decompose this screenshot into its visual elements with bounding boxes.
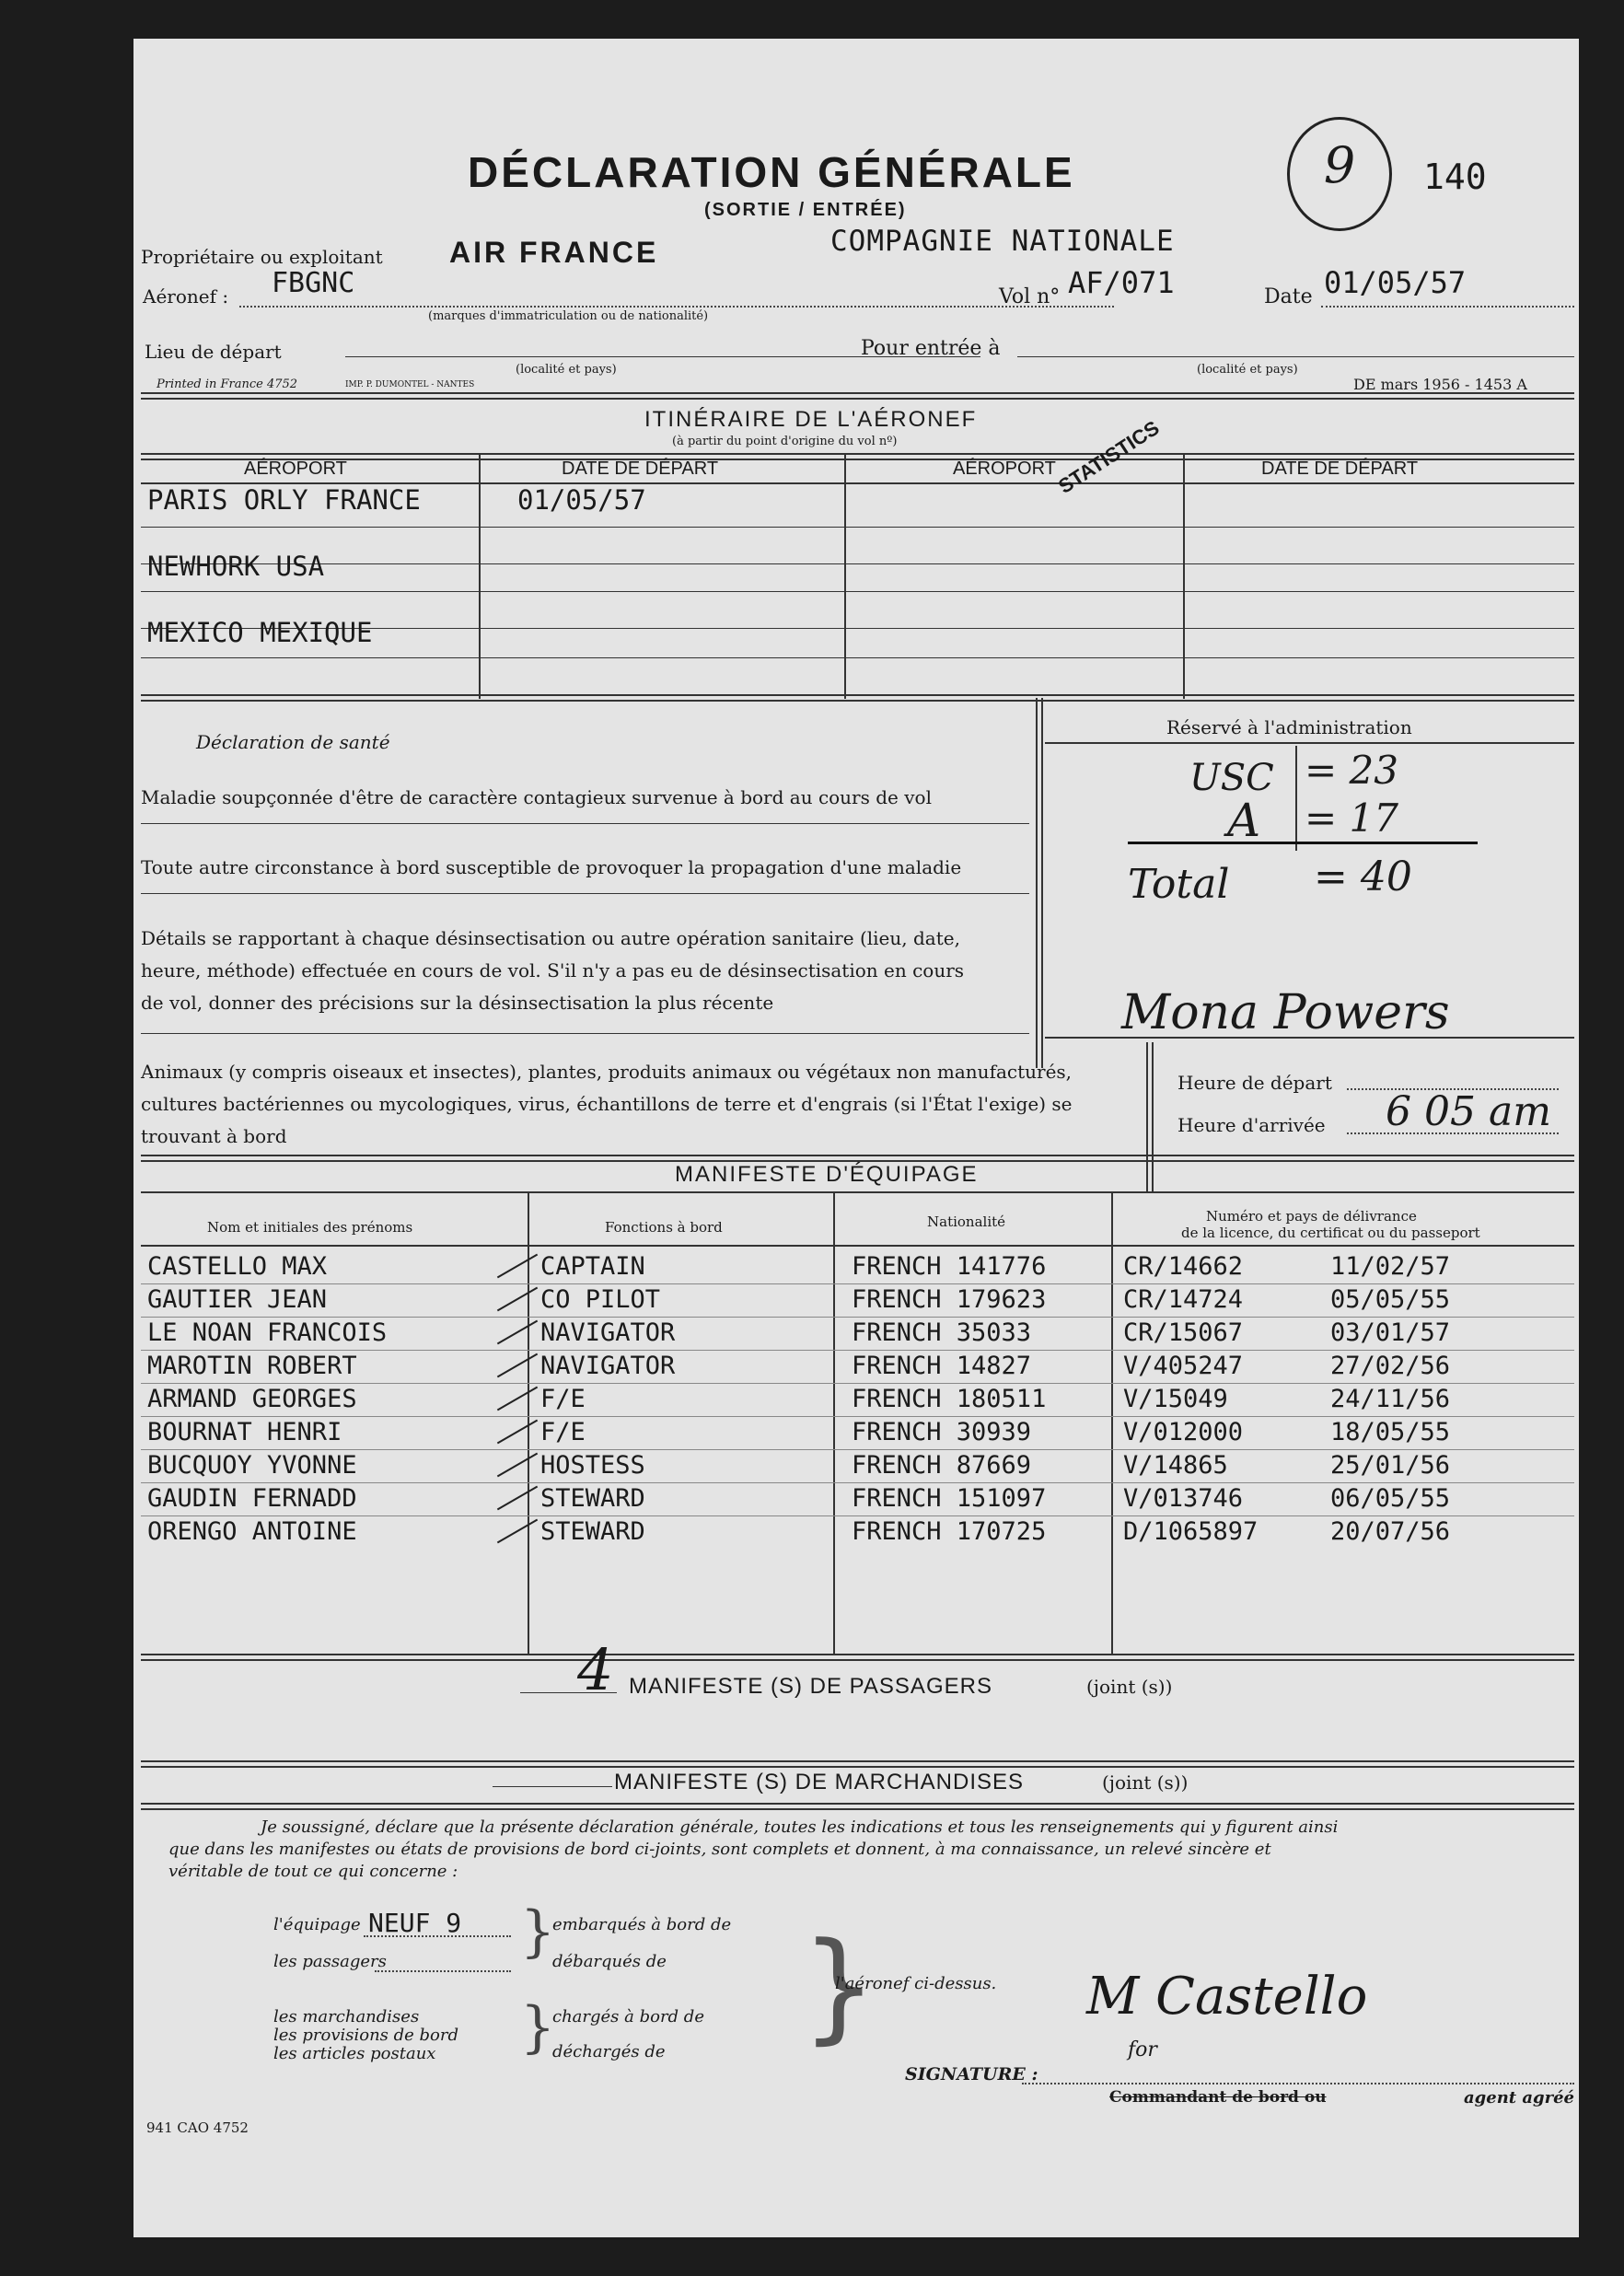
crew-title: MANIFESTE D'ÉQUIPAGE	[675, 1162, 979, 1187]
health-line-3b: heure, méthode) effectuée en cours de vol. S'il n'y a pas eu de désinsectisation en cours	[141, 959, 965, 981]
form-title: DÉCLARATION GÉNÉRALE	[468, 148, 1075, 196]
check-mark-icon	[497, 1453, 538, 1478]
admin-total-value: = 40	[1314, 854, 1412, 900]
crew-name: ORENGO ANTOINE	[147, 1517, 357, 1546]
provisions-label: les provisions de bord	[273, 2026, 459, 2045]
declaration-text-2: que dans les manifestes ou états de provisions de bord ci-joints, sont complets et donnent, à ma connaissance, un relevé sincère et	[168, 1840, 1271, 1859]
flight-label: Vol n°	[999, 285, 1061, 308]
check-mark-icon	[497, 1420, 538, 1445]
goods-manifest-joint: (joint (s))	[1102, 1771, 1189, 1794]
crew-license-date: 05/05/55	[1330, 1285, 1451, 1314]
crew-name: MAROTIN ROBERT	[147, 1352, 357, 1380]
admin-title: Réservé à l'administration	[1166, 716, 1412, 738]
date-value: 01/05/57	[1324, 265, 1467, 300]
crew-nationality: FRENCH 14827	[852, 1352, 1032, 1380]
owner-value: AIR FRANCE	[449, 236, 659, 269]
health-line-2: Toute autre circonstance à bord susceptible de provoquer la propagation d'une maladie	[141, 856, 962, 878]
check-mark-icon	[497, 1387, 538, 1411]
crew-name: LE NOAN FRANCOIS	[147, 1318, 388, 1347]
check-mark-icon	[497, 1353, 538, 1378]
crew-col-nationality: Nationalité	[927, 1213, 1006, 1230]
crew-license: CR/14662	[1123, 1252, 1244, 1281]
unloaded-label: déchargés de	[552, 2042, 666, 2061]
admin-total-label: Total	[1128, 861, 1230, 908]
aircraft-label: Aéronef :	[143, 285, 229, 308]
date-label: Date	[1264, 285, 1313, 308]
captain-signature: M Castello	[1086, 1967, 1368, 2026]
crew-license-date: 06/05/55	[1330, 1484, 1451, 1513]
passengers-manifest-label: MANIFESTE (S) DE PASSAGERS	[629, 1674, 992, 1699]
crew-col-license-a: Numéro et pays de délivrance	[1206, 1208, 1417, 1225]
health-line-1: Maladie soupçonnée d'être de caractère contagieux survenue à bord au cours de vol	[141, 786, 932, 808]
crew-function: CO PILOT	[540, 1285, 661, 1314]
admin-usc-label: USC	[1189, 757, 1274, 799]
printer-note: IMP. P. DUMONTEL - NANTES	[345, 380, 475, 389]
animals-line-3: trouvant à bord	[141, 1125, 287, 1147]
crew-license: CR/15067	[1123, 1318, 1244, 1347]
captain-signature-sub: for	[1128, 2038, 1157, 2061]
admin-a-value: = 17	[1305, 795, 1398, 841]
crew-license-date: 20/07/56	[1330, 1517, 1451, 1546]
circled-number: 9	[1323, 136, 1356, 194]
admin-signature: Mona Powers	[1121, 985, 1450, 1040]
crew-nationality: FRENCH 151097	[852, 1484, 1047, 1513]
agent-struck-text: Commandant de bord ou	[1109, 2088, 1327, 2107]
crew-license-date: 11/02/57	[1330, 1252, 1451, 1281]
crew-function: HOSTESS	[540, 1451, 645, 1480]
departure-place-label: Lieu de départ	[145, 341, 282, 363]
crew-col-name: Nom et initiales des prénoms	[207, 1219, 413, 1236]
mail-label: les articles postaux	[273, 2044, 436, 2063]
admin-usc-value: = 23	[1305, 748, 1398, 793]
itinerary-airport-1: PARIS ORLY FRANCE	[147, 484, 421, 516]
crew-license-date: 03/01/57	[1330, 1318, 1451, 1347]
col-airport-2: AÉROPORT	[953, 459, 1056, 479]
departure-time-label: Heure de départ	[1177, 1072, 1332, 1094]
crew-nationality: FRENCH 141776	[852, 1252, 1047, 1281]
crew-license: V/013746	[1123, 1484, 1244, 1513]
health-line-3a: Détails se rapportant à chaque désinsectisation ou autre opération sanitaire (lieu, date,	[141, 927, 960, 949]
itinerary-airport-2: NEWHORK USA	[147, 551, 325, 582]
crew-name: ARMAND GEORGES	[147, 1385, 357, 1413]
locality-note-right: (localité et pays)	[1197, 363, 1298, 377]
company-value: COMPAGNIE NATIONALE	[830, 225, 1175, 258]
crew-nationality: FRENCH 35033	[852, 1318, 1032, 1347]
passengers-count-label: les passagers	[273, 1952, 387, 1971]
signature-label: SIGNATURE :	[905, 2064, 1038, 2084]
col-departure-date-2: DATE DE DÉPART	[1261, 459, 1419, 479]
disembarked-label: débarqués de	[552, 1952, 667, 1971]
crew-function: CAPTAIN	[540, 1252, 645, 1281]
crew-function: NAVIGATOR	[540, 1318, 676, 1347]
crew-nationality: FRENCH 179623	[852, 1285, 1047, 1314]
crew-col-license-b: de la licence, du certificat ou du passeport	[1181, 1225, 1480, 1241]
itinerary-subtitle: (à partir du point d'origine du vol nº)	[672, 435, 898, 448]
animals-line-2: cultures bactériennes ou mycologiques, virus, échantillons de terre et d'engrais (si l'État l'exige) se	[141, 1093, 1073, 1115]
crew-license-date: 27/02/56	[1330, 1352, 1451, 1380]
crew-license: D/1065897	[1123, 1517, 1259, 1546]
check-mark-icon	[497, 1519, 538, 1544]
check-mark-icon	[497, 1320, 538, 1345]
brace-large: }	[801, 1916, 877, 2056]
entry-label: Pour entrée à	[861, 337, 1001, 360]
check-mark-icon	[497, 1486, 538, 1511]
brace-1: }	[520, 1899, 556, 1964]
crew-name: CASTELLO MAX	[147, 1252, 328, 1281]
crew-name: GAUTIER JEAN	[147, 1285, 328, 1314]
declaration-form	[133, 39, 1579, 2237]
embarked-label: embarqués à bord de	[552, 1915, 732, 1934]
crew-license: V/405247	[1123, 1352, 1244, 1380]
crew-name: BOURNAT HENRI	[147, 1418, 342, 1446]
circled-number-stamp	[1287, 117, 1392, 231]
declaration-text-3: véritable de tout ce qui concerne :	[168, 1862, 458, 1881]
locality-note-left: (localité et pays)	[516, 363, 617, 377]
goods-manifest-label: MANIFESTE (S) DE MARCHANDISES	[614, 1770, 1025, 1794]
health-line-3c: de vol, donner des précisions sur la désinsectisation la plus récente	[141, 992, 774, 1014]
crew-nationality: FRENCH 30939	[852, 1418, 1032, 1446]
crew-function: STEWARD	[540, 1484, 645, 1513]
col-departure-date-1: DATE DE DÉPART	[562, 459, 719, 479]
col-airport-1: AÉROPORT	[244, 459, 347, 479]
crew-license-date: 24/11/56	[1330, 1385, 1451, 1413]
crew-license: V/14865	[1123, 1451, 1228, 1480]
crew-nationality: FRENCH 180511	[852, 1385, 1047, 1413]
passenger-count: 4	[577, 1636, 614, 1703]
check-mark-icon	[497, 1287, 538, 1312]
goods-label: les marchandises	[273, 2007, 420, 2026]
crew-license-date: 25/01/56	[1330, 1451, 1451, 1480]
crew-function: STEWARD	[540, 1517, 645, 1546]
footer-code: 941 CAO 4752	[146, 2119, 249, 2136]
arrival-time-value: 6 05 am	[1386, 1088, 1551, 1135]
arrival-time-label: Heure d'arrivée	[1177, 1114, 1326, 1136]
declaration-text-1: Je soussigné, déclare que la présente déclaration générale, toutes les indications et tous les renseignements qui y figurent ainsi	[261, 1817, 1339, 1837]
printed-note: Printed in France 4752	[157, 377, 298, 391]
brace-2: }	[520, 1995, 556, 2060]
itinerary-airport-3: MEXICO MEXIQUE	[147, 617, 373, 648]
crew-nationality: FRENCH 87669	[852, 1451, 1032, 1480]
animals-line-1: Animaux (y compris oiseaux et insectes), plantes, produits animaux ou végétaux non manufacturés,	[141, 1061, 1073, 1083]
passengers-manifest-joint: (joint (s))	[1086, 1676, 1173, 1698]
page-number: 140	[1423, 157, 1487, 197]
crew-count-label: l'équipage	[273, 1915, 361, 1934]
admin-a-label: A	[1227, 794, 1261, 847]
aircraft-above-label: l'aéronef ci-dessus.	[835, 1974, 997, 1993]
crew-license: V/15049	[1123, 1385, 1228, 1413]
form-subtitle: (SORTIE / ENTRÉE)	[704, 200, 907, 220]
crew-count-value: NEUF 9	[368, 1908, 462, 1938]
form-ref: DE mars 1956 - 1453 A	[1353, 376, 1527, 393]
loaded-label: chargés à bord de	[552, 2007, 704, 2026]
flight-value: AF/071	[1068, 265, 1175, 300]
aircraft-value: FBGNC	[272, 267, 355, 299]
crew-nationality: FRENCH 170725	[852, 1517, 1047, 1546]
statistics-stamp: STATISTICS	[1054, 415, 1164, 498]
health-title: Déclaration de santé	[196, 731, 390, 753]
crew-name: BUCQUOY YVONNE	[147, 1451, 357, 1480]
itinerary-title: ITINÉRAIRE DE L'AÉRONEF	[644, 407, 978, 432]
crew-function: F/E	[540, 1418, 586, 1446]
agent-label: agent agréé	[1464, 2088, 1575, 2108]
crew-function: F/E	[540, 1385, 586, 1413]
crew-function: NAVIGATOR	[540, 1352, 676, 1380]
crew-license: CR/14724	[1123, 1285, 1244, 1314]
check-mark-icon	[497, 1254, 538, 1279]
crew-license: V/012000	[1123, 1418, 1244, 1446]
crew-license-date: 18/05/55	[1330, 1418, 1451, 1446]
owner-label: Propriétaire ou exploitant	[141, 246, 383, 268]
itinerary-date-1: 01/05/57	[517, 484, 646, 516]
registration-note: (marques d'immatriculation ou de nationalité)	[428, 309, 709, 323]
crew-col-function: Fonctions à bord	[605, 1219, 723, 1236]
crew-name: GAUDIN FERNADD	[147, 1484, 357, 1513]
